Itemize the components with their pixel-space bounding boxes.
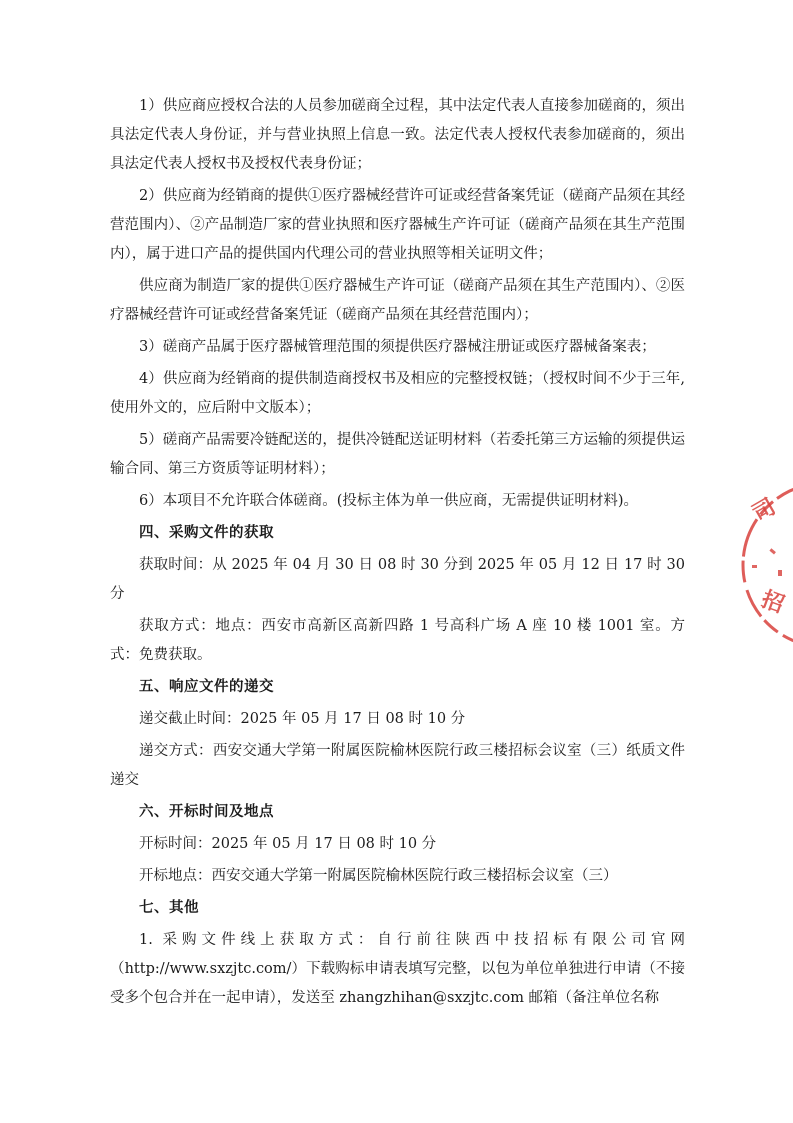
submission-method: 递交方式：西安交通大学第一附属医院榆林医院行政三楼招标会议室（三）纸质文件递交 (110, 743, 685, 788)
submission-deadline: 递交截止时间：2025 年 05 月 17 日 08 时 10 分 (139, 711, 466, 727)
section-5-heading: 五、响应文件的递交 (139, 679, 274, 695)
acquisition-method: 获取方式：地点：西安市高新区高新四路 1 号高科广场 A 座 10 楼 1001 室。方式：免费获取。 (110, 618, 685, 663)
opening-place: 开标地点：西安交通大学第一附属医院榆林医院行政三楼招标会议室（三） (139, 868, 618, 884)
document-body (110, 92, 685, 1013)
acquisition-time: 获取时间：从 2025 年 04 月 30 日 08 时 30 分到 2025 年 05 月 12 日 17 时 30 分 (110, 557, 685, 602)
seal-stamp-icon (730, 470, 793, 660)
opening-time: 开标时间：2025 年 05 月 17 日 08 时 10 分 (139, 836, 437, 852)
requirement-2: 2）供应商为经销商的提供①医疗器械经营许可证或经营备案凭证（磋商产品须在其经营范围内）、②产品制造厂家的营业执照和医疗器械生产许可证（磋商产品须在其生产范围内），属于进口产品的提供国内代理公司的营业执照等相关证明文件； (110, 188, 685, 262)
requirement-4: 4）供应商为经销商的提供制造商授权书及相应的完整授权链；（授权时间不少于三年,使用外文的，应后附中文版本）； (110, 371, 685, 416)
other-item-1: 1. 采购文件线上获取方式：自行前往陕西中技招标有限公司官网（http://www.sxzjtc.com/）下载购标申请表填写完整，以包为单位单独进行申请（不接受多个包合并在一起申请），发送至 zhangzhihan@sxzjtc.com 邮箱（备注单位名称 (110, 932, 685, 1006)
requirement-5: 5）磋商产品需要冷链配送的，提供冷链配送证明材料（若委托第三方运输的须提供运输合同、第三方资质等证明材料）； (110, 432, 685, 477)
section-6-heading: 六、开标时间及地点 (139, 804, 274, 820)
requirement-3: 3）磋商产品属于医疗器械管理范围的须提供医疗器械注册证或医疗器械备案表； (139, 339, 656, 355)
section-4-heading: 四、采购文件的获取 (139, 525, 274, 541)
requirement-6: 6）本项目不允许联合体磋商。(投标主体为单一供应商，无需提供证明材料)。 (139, 493, 639, 509)
requirement-1: 1）供应商应授权合法的人员参加磋商全过程，其中法定代表人直接参加磋商的，须出具法定代表人身份证，并与营业执照上信息一致。法定代表人授权代表参加磋商的，须出具法定代表人授权书及授权代表身份证； (110, 98, 685, 172)
svg-text:招: 招 (757, 586, 788, 619)
svg-text:司: 司 (748, 493, 781, 528)
requirement-2-manufacturer: 供应商为制造厂家的提供①医疗器械生产许可证（磋商产品须在其生产范围内）、②医疗器械经营许可证或经营备案凭证（磋商产品须在其经营范围内）； (110, 278, 685, 323)
company-seal (730, 470, 793, 660)
section-7-heading: 七、其他 (139, 900, 199, 916)
